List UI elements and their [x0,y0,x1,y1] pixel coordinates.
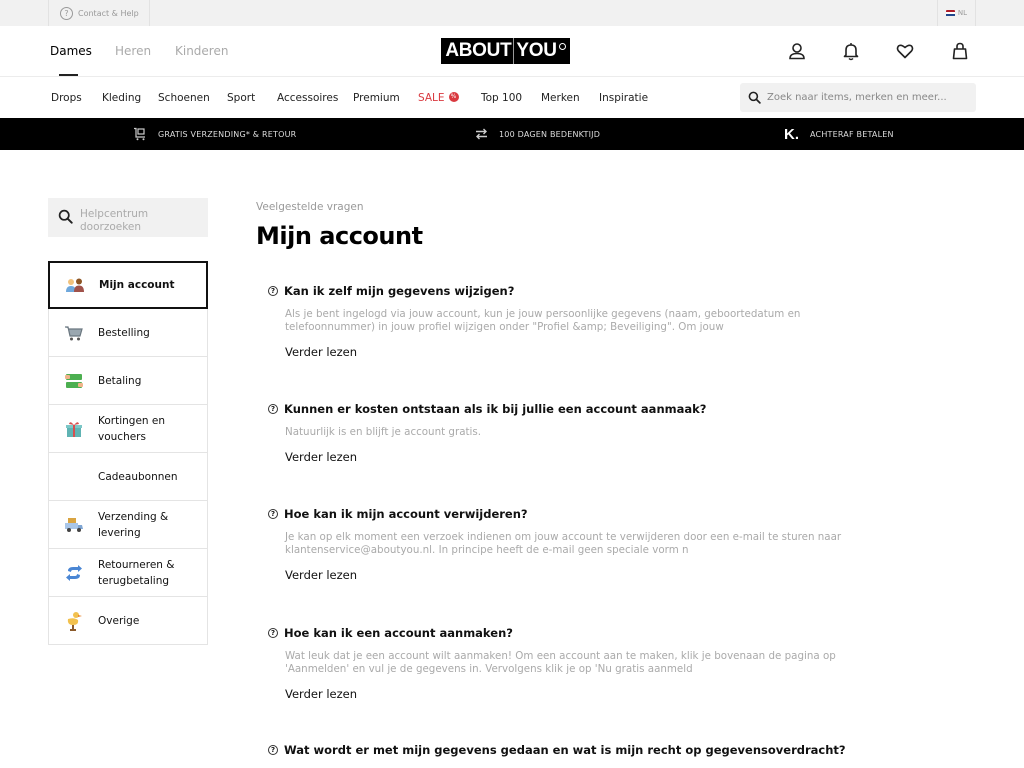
faq-question[interactable] [268,507,848,521]
help-category-list [48,261,208,645]
about-you-logo[interactable] [441,38,570,64]
question-circle-icon: ? [268,286,278,296]
money-icon [63,370,85,392]
faq-question-text: Wat wordt er met mijn gegevens gedaan en wat is mijn recht op gegevensoverdracht? [284,743,846,757]
sidebar-item-label: Betaling [98,374,142,387]
faq-answer-preview: Natuurlijk is en blijft je account gratis. [285,426,482,438]
gift-icon [63,418,85,440]
promo-pay-later-label: ACHTERAF BETALEN [810,129,894,139]
faq-question-text: Hoe kan ik mijn account verwijderen? [284,507,528,521]
promo-free-shipping-label: GRATIS VERZENDING* & RETOUR [158,129,297,139]
question-circle-icon: ? [268,509,278,519]
read-more-link[interactable]: Verder lezen [285,687,358,701]
sidebar-item-label: Mijn account [99,279,175,291]
faq-question-text: Kan ik zelf mijn gegevens wijzigen? [284,284,515,298]
klarna-icon: K. [784,125,799,143]
faq-answer-preview: Als je bent ingelogd via jouw account, kun je jouw persoonlijke gegevens (naam, geboortedatum en telefoonnummer) in jouw profiel wijzigen onder "Profiel &amp; Beveiliging". Om jouw [285,308,801,333]
return-arrows-icon [63,562,85,584]
faq-question-text: Hoe kan ik een account aanmaken? [284,626,513,640]
question-circle-icon: ? [268,404,278,414]
sidebar-item-mijn-account[interactable] [48,261,208,309]
bell-icon[interactable] [841,41,861,61]
sidebar-item-label: Kortingen en vouchers [98,414,166,443]
search-icon [58,209,73,224]
faq-question[interactable] [268,284,848,298]
language-selector[interactable] [937,0,976,26]
sidebar-item-label: Verzending & levering [98,510,169,539]
faq-question[interactable] [268,402,848,416]
nav-kleding[interactable]: Kleding [102,92,142,104]
nav-merken[interactable]: Merken [541,92,580,104]
user-icon[interactable] [787,41,807,61]
faq-answer-preview: Je kan op elk moment een verzoek indienen om jouw account te verwijderen door een e-mail te sturen naar klantenservice@aboutyou.nl. In principe heeft de e-mail geen speciale vorm n [285,531,842,556]
language-label: NL [957,9,968,17]
promo-return-days [475,118,600,150]
faq-item [268,507,848,583]
contact-help-link[interactable] [48,0,150,26]
sidebar-item-label: Bestelling [98,326,150,339]
nav-inspiratie[interactable]: Inspiratie [599,92,649,104]
nav-top-100[interactable]: Top 100 [481,92,523,104]
exchange-arrows-icon [475,128,488,140]
delivery-truck-icon [63,514,85,536]
helpcenter-search[interactable] [48,198,208,237]
people-icon [64,274,86,296]
read-more-link[interactable]: Verder lezen [285,345,358,359]
tab-kinderen[interactable]: Kinderen [175,44,229,58]
logo-text-about: ABOUT [445,40,512,61]
netherlands-flag-icon [946,10,955,17]
contact-help-label: Contact & Help [78,8,139,18]
logo-circle-icon [559,43,566,50]
sidebar-item-cadeaubonnen[interactable] [48,453,208,501]
promo-free-shipping [133,118,296,150]
breadcrumb[interactable]: Veelgestelde vragen [256,201,364,213]
empty-icon-slot [63,466,85,488]
sidebar-item-verzending[interactable] [48,501,208,549]
sidebar-item-betaling[interactable] [48,357,208,405]
duck-icon [63,610,85,632]
sidebar-item-label: Overige [98,614,140,627]
nav-sale-label: SALE [418,92,445,104]
promo-pay-later [784,118,894,150]
cart-icon [133,127,147,141]
search-icon [748,91,761,104]
faq-item [268,402,848,465]
read-more-link[interactable]: Verder lezen [285,450,358,464]
tab-heren[interactable]: Heren [115,44,152,58]
faq-item [268,626,848,702]
sidebar-item-retourneren[interactable] [48,549,208,597]
nav-sport[interactable]: Sport [227,92,256,104]
faq-answer-preview: Wat leuk dat je een account wilt aanmaken! Om een account aan te maken, klik je bovenaan de pagina op 'Aanmelden' en vul je de gegevens in. Vervolgens klik je op 'Nu gratis aanmeld [285,650,836,675]
nav-drops[interactable]: Drops [51,92,82,104]
faq-item [268,284,848,360]
main-header [0,26,1024,77]
heart-icon[interactable] [895,41,915,61]
logo-divider [513,38,514,64]
category-nav [0,77,1024,118]
page-title: Mijn account [256,222,423,250]
promo-bar [0,118,1024,150]
help-question-icon: ? [60,7,73,20]
nav-schoenen[interactable]: Schoenen [158,92,210,104]
nav-premium[interactable]: Premium [353,92,400,104]
sidebar-item-kortingen[interactable] [48,405,208,453]
nav-accessoires[interactable]: Accessoires [277,92,339,104]
sidebar-item-overige[interactable] [48,597,208,645]
question-circle-icon: ? [268,628,278,638]
bag-icon[interactable] [950,41,970,61]
utility-bar [0,0,1024,26]
helpcenter-search-placeholder[interactable]: Helpcentrum doorzoeken [80,208,149,233]
faq-question[interactable] [268,626,848,640]
sidebar-item-label: Retourneren & terugbetaling [98,558,175,587]
sidebar-item-label: Cadeaubonnen [98,470,178,483]
shopping-cart-icon [63,322,85,344]
product-search-box[interactable] [740,83,976,112]
logo-text-you: YOU [516,40,557,61]
faq-question[interactable] [268,743,848,757]
faq-item [268,743,848,757]
read-more-link[interactable]: Verder lezen [285,568,358,582]
nav-sale[interactable] [418,92,459,104]
sidebar-item-bestelling[interactable] [48,309,208,357]
tab-dames[interactable]: Dames [50,44,92,58]
sale-percent-icon [449,92,459,102]
faq-question-text: Kunnen er kosten ontstaan als ik bij jullie een account aanmaak? [284,402,707,416]
active-tab-indicator [59,74,78,76]
question-circle-icon: ? [268,745,278,755]
product-search-input[interactable] [767,92,967,103]
promo-return-days-label: 100 DAGEN BEDENKTIJD [499,129,601,139]
